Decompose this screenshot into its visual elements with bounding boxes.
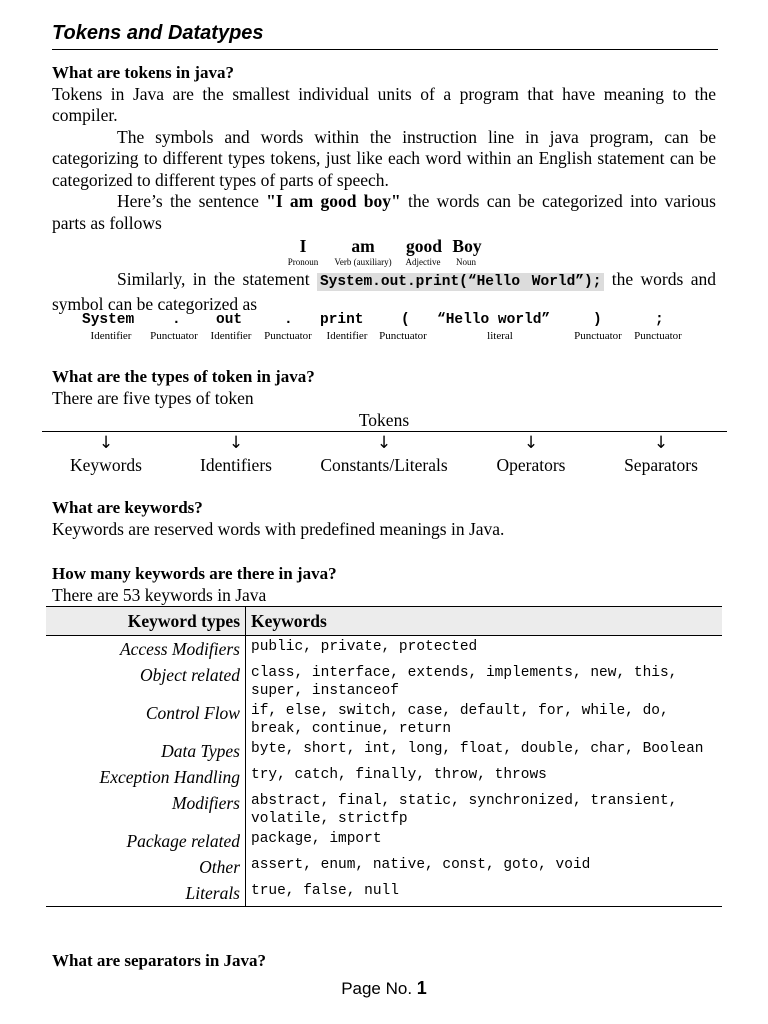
page-number-value: 1 [416,978,427,998]
statement-token: ) [593,312,602,328]
keyword-type-cell: Other [46,854,246,880]
heading-token-types: What are the types of token in java? [52,367,315,386]
down-arrow-icon: ↓ [523,433,539,453]
token-type-label: literal [487,330,513,342]
table-row [46,662,722,700]
token-type-label: Punctuator [150,330,198,342]
keywords-cell: assert, enum, native, const, goto, void [251,857,591,873]
section-tokens [52,62,716,234]
table-row [46,700,722,738]
token-tree-branch [70,432,142,476]
keyword-type-cell: Access Modifiers [46,636,246,663]
sentence-pos-label: Adjective [405,257,441,267]
sentence-pos-label: Noun [456,257,476,267]
table-row [46,764,722,790]
token-type-label: Punctuator [634,330,682,342]
down-arrow-icon: ↓ [228,433,244,453]
keywords-cell: try, catch, finally, throw, throws [251,767,547,783]
keywords-cell: public, private, protected [251,639,478,655]
code-statement: System.out.print(“Hello World”); [317,273,604,291]
down-arrow-icon: ↓ [98,433,114,453]
token-tree-root: Tokens [358,410,410,430]
table-row [46,790,722,828]
heading-keyword-count: How many keywords are there in java? [52,564,337,583]
statement-token: print [320,312,364,328]
down-arrow-icon: ↓ [376,433,392,453]
statement-token: out [216,312,243,328]
heading-what-are-keywords: What are keywords? [52,498,203,517]
keyword-type-cell: Package related [46,828,246,854]
keywords-cell: class, interface, extends, implements, new, this, super, instanceof [251,665,678,699]
example-sentence: "I am good boy" [266,191,401,211]
token-type-label: Identifier [90,330,132,342]
table-header-row [46,607,722,636]
keywords-table [46,606,722,907]
sentence-parts-of-speech [0,236,768,270]
statement-intro: Similarly, in the statement [117,269,317,289]
section-keywords [52,497,716,540]
token-type-separators: Separators [624,455,698,475]
sentence-word: Boy [452,236,482,256]
paragraph-keywords-definition: Keywords are reserved words with predefined meanings in Java. [52,518,505,539]
statement-token: “Hello world” [437,312,551,328]
table-row [46,738,722,764]
sentence-outro: the words can be categorized into various parts as follows [52,191,716,233]
token-tree-branch [624,432,698,476]
page-number-label: Page No. [341,979,417,998]
keywords-cell: package, import [251,831,382,847]
token-type-operators: Operators [496,455,566,475]
paragraph-statement-example [52,269,716,315]
title-divider [52,49,718,50]
token-tree-branch [320,432,447,476]
statement-token: ( [401,312,410,328]
paragraph-tokens-categories: The symbols and words within the instruction line in java program, can be categorizing to different types tokens, just like each word within an English statement can be categorized to different types of parts of speech. [52,126,716,190]
sentence-word: good [406,236,442,256]
keyword-type-cell: Exception Handling [46,764,246,790]
token-type-label: Identifier [326,330,368,342]
table-header-keyword-types: Keyword types [46,607,246,636]
heading-separators: What are separators in Java? [52,951,267,970]
section-separators [52,950,716,972]
paragraph-five-types: There are five types of token [52,387,254,408]
table-header-keywords: Keywords [246,607,723,636]
keyword-type-cell: Control Flow [46,700,246,738]
token-type-identifiers: Identifiers [200,455,272,475]
heading-what-are-tokens: What are tokens in java? [52,63,234,82]
token-type-label: Punctuator [574,330,622,342]
keywords-cell: byte, short, int, long, float, double, char, Boolean [251,741,704,757]
keyword-type-cell: Literals [46,880,246,907]
token-type-literals: Constants/Literals [320,455,448,475]
paragraph-sentence-example [52,191,716,234]
paragraph-keyword-count: There are 53 keywords in Java [52,584,267,605]
page-number [0,978,768,999]
page-title: Tokens and Datatypes [52,22,264,44]
keywords-cell: if, else, switch, case, default, for, while, do, break, continue, return [251,703,669,737]
statement-token: ; [655,312,664,328]
statement-outro: the words and symbol can be categorized as [52,269,716,314]
section-token-types [52,366,716,409]
table-row [46,636,722,663]
sentence-pos-label: Verb (auxiliary) [334,257,392,267]
token-type-label: Punctuator [264,330,312,342]
table-row [46,828,722,854]
statement-token: . [172,312,181,328]
sentence-word: am [351,236,375,256]
paragraph-tokens-definition: Tokens in Java are the smallest individual units of a program that have meaning to the compiler. [52,83,716,125]
keyword-type-cell: Object related [46,662,246,700]
token-tree-branch [496,432,565,476]
token-tree-branch [200,432,272,476]
statement-token-breakdown [0,312,768,342]
token-type-keywords: Keywords [70,455,142,475]
token-type-label: Punctuator [379,330,427,342]
token-type-label: Identifier [210,330,252,342]
table-row [46,854,722,880]
down-arrow-icon: ↓ [653,433,669,453]
statement-token: System [82,312,135,328]
sentence-pos-label: Pronoun [287,257,319,267]
sentence-word: I [299,236,307,256]
keywords-cell: true, false, null [246,880,723,907]
table-row [46,880,722,907]
keywords-cell: abstract, final, static, synchronized, transient, volatile, strictfp [251,793,678,827]
keyword-type-cell: Modifiers [46,790,246,828]
keyword-type-cell: Data Types [46,738,246,764]
statement-token: . [284,312,293,328]
sentence-intro: Here’s the sentence [117,191,267,211]
section-keyword-count [52,563,716,606]
